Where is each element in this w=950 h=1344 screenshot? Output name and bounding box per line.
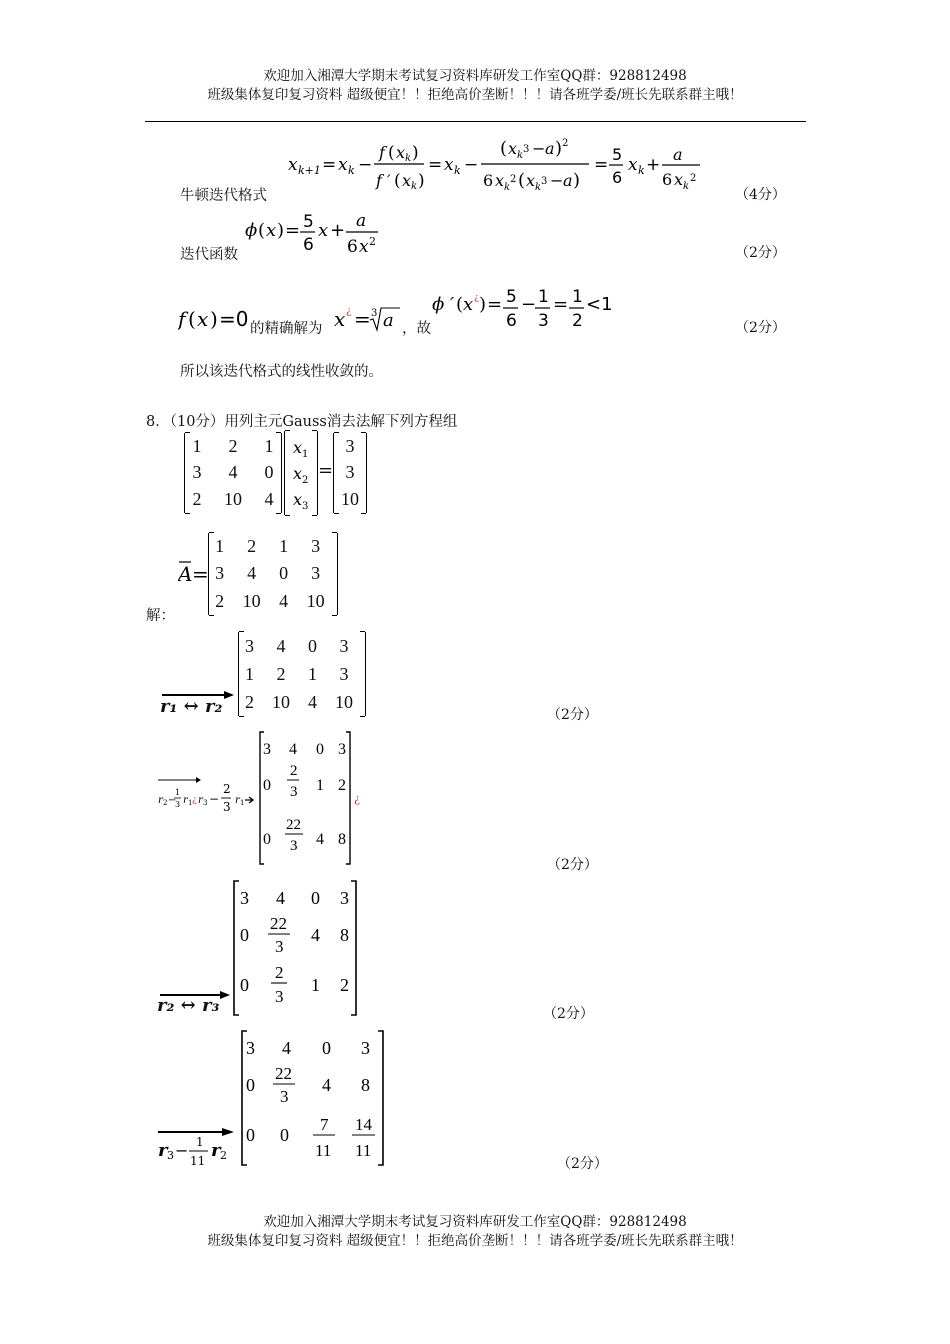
svg-text:k: k [348,164,355,177]
svg-text:ϕ: ϕ [245,220,258,241]
augmented-matrix: 1 2 1 3 3 4 0 3 2 10 4 10 [208,533,338,615]
svg-text:3: 3 [538,311,549,331]
svg-text:k: k [535,182,542,193]
svg-text:a: a [673,145,683,164]
svg-text:1: 1 [311,975,320,995]
svg-text:2: 2 [340,975,349,995]
unknown-vector [284,431,318,515]
header-rule [145,121,806,122]
conclusion-text: 所以该迭代格式的线性收敛的。 [180,364,383,380]
newton-label: 牛顿迭代格式 [180,188,267,204]
step4-operation [156,1124,242,1170]
svg-text:k: k [638,164,645,177]
svg-text:r: r [158,1140,168,1161]
svg-text:x: x [293,490,303,509]
svg-text:−: − [521,294,537,315]
svg-text:3: 3 [203,799,208,807]
svg-text:3: 3 [240,888,249,908]
svg-text:x: x [338,155,348,175]
svg-text:3: 3 [361,1038,370,1058]
svg-text:=: = [192,562,209,586]
svg-text:2: 2 [223,782,231,796]
svg-text:4: 4 [289,741,297,758]
svg-text:¿: ¿ [354,792,360,805]
svg-text:x: x [526,171,536,190]
svg-text:): ) [277,220,285,241]
svg-text:=: = [487,294,503,315]
svg-text:3: 3 [263,741,271,758]
svg-text:=: = [594,155,609,175]
svg-text:a: a [563,171,573,190]
svg-text:ϕ ′: ϕ ′ [432,294,455,315]
svg-text:4: 4 [316,831,324,848]
svg-text:x: x [463,294,474,315]
svg-text:−: − [464,155,479,175]
svg-text:0: 0 [280,1125,289,1145]
svg-text:8: 8 [338,831,346,848]
svg-text:−: − [532,139,546,158]
svg-text:(: ( [258,220,266,241]
svg-text:2: 2 [163,799,168,807]
svg-text:): ) [555,138,563,159]
svg-text:k: k [405,153,412,164]
svg-text:0: 0 [263,777,271,794]
svg-text:A: A [178,562,193,586]
svg-text:1: 1 [538,287,549,307]
newton-formula [288,134,708,196]
svg-text:6: 6 [662,170,673,189]
svg-text:k: k [411,181,418,192]
step2-points: （2分） [547,857,598,873]
svg-text:x: x [318,220,329,241]
svg-text:f: f [178,307,186,331]
svg-text:=0: =0 [219,307,248,331]
svg-text:x: x [444,155,454,175]
newton-points: （4分） [735,187,786,203]
header-line-2: 班级集体复印复习资料 超级便宜！！拒绝高价垄断！！！请各班学委/班长先联系群主哦！ [207,87,743,103]
svg-text:5: 5 [612,145,623,164]
svg-text:−: − [550,171,564,190]
svg-text:x: x [402,171,412,190]
svg-text:3: 3 [175,800,181,809]
svg-text:a: a [356,211,367,231]
svg-text:3: 3 [541,176,548,187]
svg-text:): ) [418,171,425,191]
svg-text:2: 2 [302,475,309,486]
svg-text:): ) [573,170,581,191]
augmented-label [178,559,210,589]
svg-text:=: = [428,155,443,175]
svg-text:11: 11 [315,1141,332,1160]
svg-text:1: 1 [302,449,309,460]
svg-text:(: ( [388,143,395,163]
svg-text:3: 3 [246,1038,255,1058]
svg-text:2: 2 [690,173,697,184]
svg-text:4: 4 [322,1075,331,1095]
svg-text:0: 0 [263,831,271,848]
step1-points: （2分） [547,707,598,723]
svg-text:−: − [175,1141,189,1160]
exact-gu: ，故 [402,321,431,337]
coefficient-matrix: 1 2 1 3 4 0 2 10 4 [184,433,282,513]
header-line-1: 欢迎加入湘潭大学期末考试复习资料库研发工作室QQ群：928812498 [263,68,687,84]
svg-text:k: k [454,164,461,177]
svg-text:(: ( [188,307,196,331]
svg-text:3: 3 [371,308,378,319]
svg-text:−: − [168,795,177,806]
phi-derivative [432,286,612,332]
svg-text:x: x [334,307,346,331]
svg-text:3: 3 [340,888,349,908]
rhs-vector: 3 3 10 [333,433,367,513]
svg-text:1: 1 [572,287,583,307]
svg-text:2: 2 [338,777,346,794]
svg-text:4: 4 [276,888,285,908]
svg-text:x: x [628,155,638,175]
svg-text:a: a [383,310,394,331]
svg-text:4: 4 [311,925,320,945]
svg-text:<1: <1 [586,294,612,315]
svg-text:11: 11 [190,1154,206,1168]
svg-text:3: 3 [302,501,309,512]
svg-text:0: 0 [316,741,324,758]
svg-text:6: 6 [612,168,623,187]
svg-text:6: 6 [483,171,494,190]
f-equals-zero [178,302,248,336]
svg-text:0: 0 [240,925,249,945]
svg-text:3: 3 [290,784,298,800]
svg-text:r: r [158,795,163,806]
svg-text:0: 0 [240,975,249,995]
svg-text:1: 1 [188,799,193,807]
svg-text:5: 5 [303,212,314,232]
svg-text:¿: ¿ [474,293,479,303]
svg-text:r: r [211,1140,221,1161]
svg-text:2: 2 [369,235,376,248]
svg-text:x: x [674,170,684,189]
svg-text:(: ( [500,138,508,159]
svg-text:22: 22 [286,817,301,833]
svg-text:0: 0 [322,1038,331,1058]
step4-matrix [240,1029,390,1167]
svg-text:x: x [508,139,518,158]
svg-text:x: x [266,220,277,241]
step2-operation [156,776,260,820]
svg-text:x: x [293,464,303,483]
svg-text:r: r [198,795,203,806]
svg-text:3: 3 [338,741,346,758]
step3-matrix [232,879,362,1017]
svg-text:k+1: k+1 [298,164,321,177]
svg-text:k: k [683,181,690,192]
svg-text:x: x [197,307,209,331]
svg-text:8: 8 [340,925,349,945]
equals-sign: = [318,460,334,481]
svg-text:k: k [504,182,511,193]
exact-solution [334,302,404,336]
problem-8-title: 8．（10分）用列主元Gauss消去法解下列方程组 [146,414,458,430]
svg-text:4: 4 [282,1038,291,1058]
svg-text:22: 22 [275,1064,292,1083]
footer-line-2: 班级集体复印复习资料 超级便宜！！拒绝高价垄断！！！请各班学委/班长先联系群主哦！ [207,1233,743,1249]
svg-text:x: x [288,155,298,175]
step1-operation: r₁ ↔ r₂ [160,696,223,717]
svg-text:(: ( [394,171,401,191]
iter-func-points: （2分） [735,245,786,261]
svg-text:=: = [285,220,301,241]
svg-text:−: − [209,792,220,806]
svg-text:6: 6 [303,235,314,255]
svg-text:22: 22 [270,914,287,933]
svg-text:1: 1 [196,1135,204,1149]
svg-text:r: r [235,795,240,806]
svg-text:=: = [322,155,337,175]
svg-text:2: 2 [572,311,583,331]
step4-points: （2分） [557,1156,608,1172]
svg-text:f ′: f ′ [376,171,391,190]
footer-line-1: 欢迎加入湘潭大学期末考试复习资料库研发工作室QQ群：928812498 [263,1214,687,1230]
svg-text:3: 3 [223,800,231,814]
svg-text:1: 1 [240,799,245,807]
svg-text:3: 3 [523,144,530,155]
svg-text:11: 11 [355,1141,372,1160]
phi-formula [245,206,385,258]
svg-text:+: + [646,155,661,175]
svg-text:6: 6 [347,237,358,257]
svg-text:3: 3 [275,987,284,1006]
step3-points: （2分） [543,1006,594,1022]
step3-operation: r₂ ↔ r₃ [157,995,220,1016]
svg-text:x: x [396,143,406,162]
svg-text:): ) [412,143,419,163]
svg-text:): ) [479,294,487,315]
step1-matrix: 3 4 0 3 1 2 1 3 2 10 4 10 [238,632,366,716]
svg-text:0: 0 [311,888,320,908]
svg-text:−: − [358,155,373,175]
solution-label: 解： [146,608,175,624]
svg-text:=: = [553,294,569,315]
svg-text:7: 7 [320,1115,329,1134]
svg-text:): ) [210,307,218,331]
svg-text:3: 3 [275,937,284,956]
svg-text:x: x [359,237,369,257]
svg-text:¿: ¿ [346,306,352,317]
svg-text:2: 2 [220,1149,227,1162]
svg-text:k: k [517,150,524,161]
svg-text:+: + [330,220,346,241]
svg-text:0: 0 [246,1075,255,1095]
exact-points: （2分） [735,320,786,336]
svg-text:x: x [293,438,303,457]
svg-text:8: 8 [361,1075,370,1095]
svg-text:x: x [495,171,505,190]
svg-text:2: 2 [290,763,298,779]
svg-text:1: 1 [316,777,324,794]
svg-text:2: 2 [510,174,517,185]
svg-text:(: ( [518,170,526,191]
svg-text:1: 1 [175,788,181,797]
svg-text:3: 3 [167,1149,174,1162]
svg-text:3: 3 [290,838,298,854]
svg-text:2: 2 [275,963,284,982]
svg-text:14: 14 [355,1115,372,1134]
svg-text:r: r [183,795,188,806]
svg-text:2: 2 [562,138,569,149]
svg-text:f: f [379,143,385,162]
svg-text:0: 0 [246,1125,255,1145]
svg-text:(: ( [456,294,464,315]
svg-text:3: 3 [280,1087,289,1106]
svg-text:6: 6 [506,311,517,331]
svg-text:=: = [354,307,371,331]
iter-func-label: 迭代函数 [180,247,238,263]
svg-text:a: a [545,139,555,158]
step2-matrix [258,730,368,866]
svg-text:¿: ¿ [192,795,197,805]
exact-text: 的精确解为 [250,321,323,337]
svg-text:5: 5 [506,287,517,307]
